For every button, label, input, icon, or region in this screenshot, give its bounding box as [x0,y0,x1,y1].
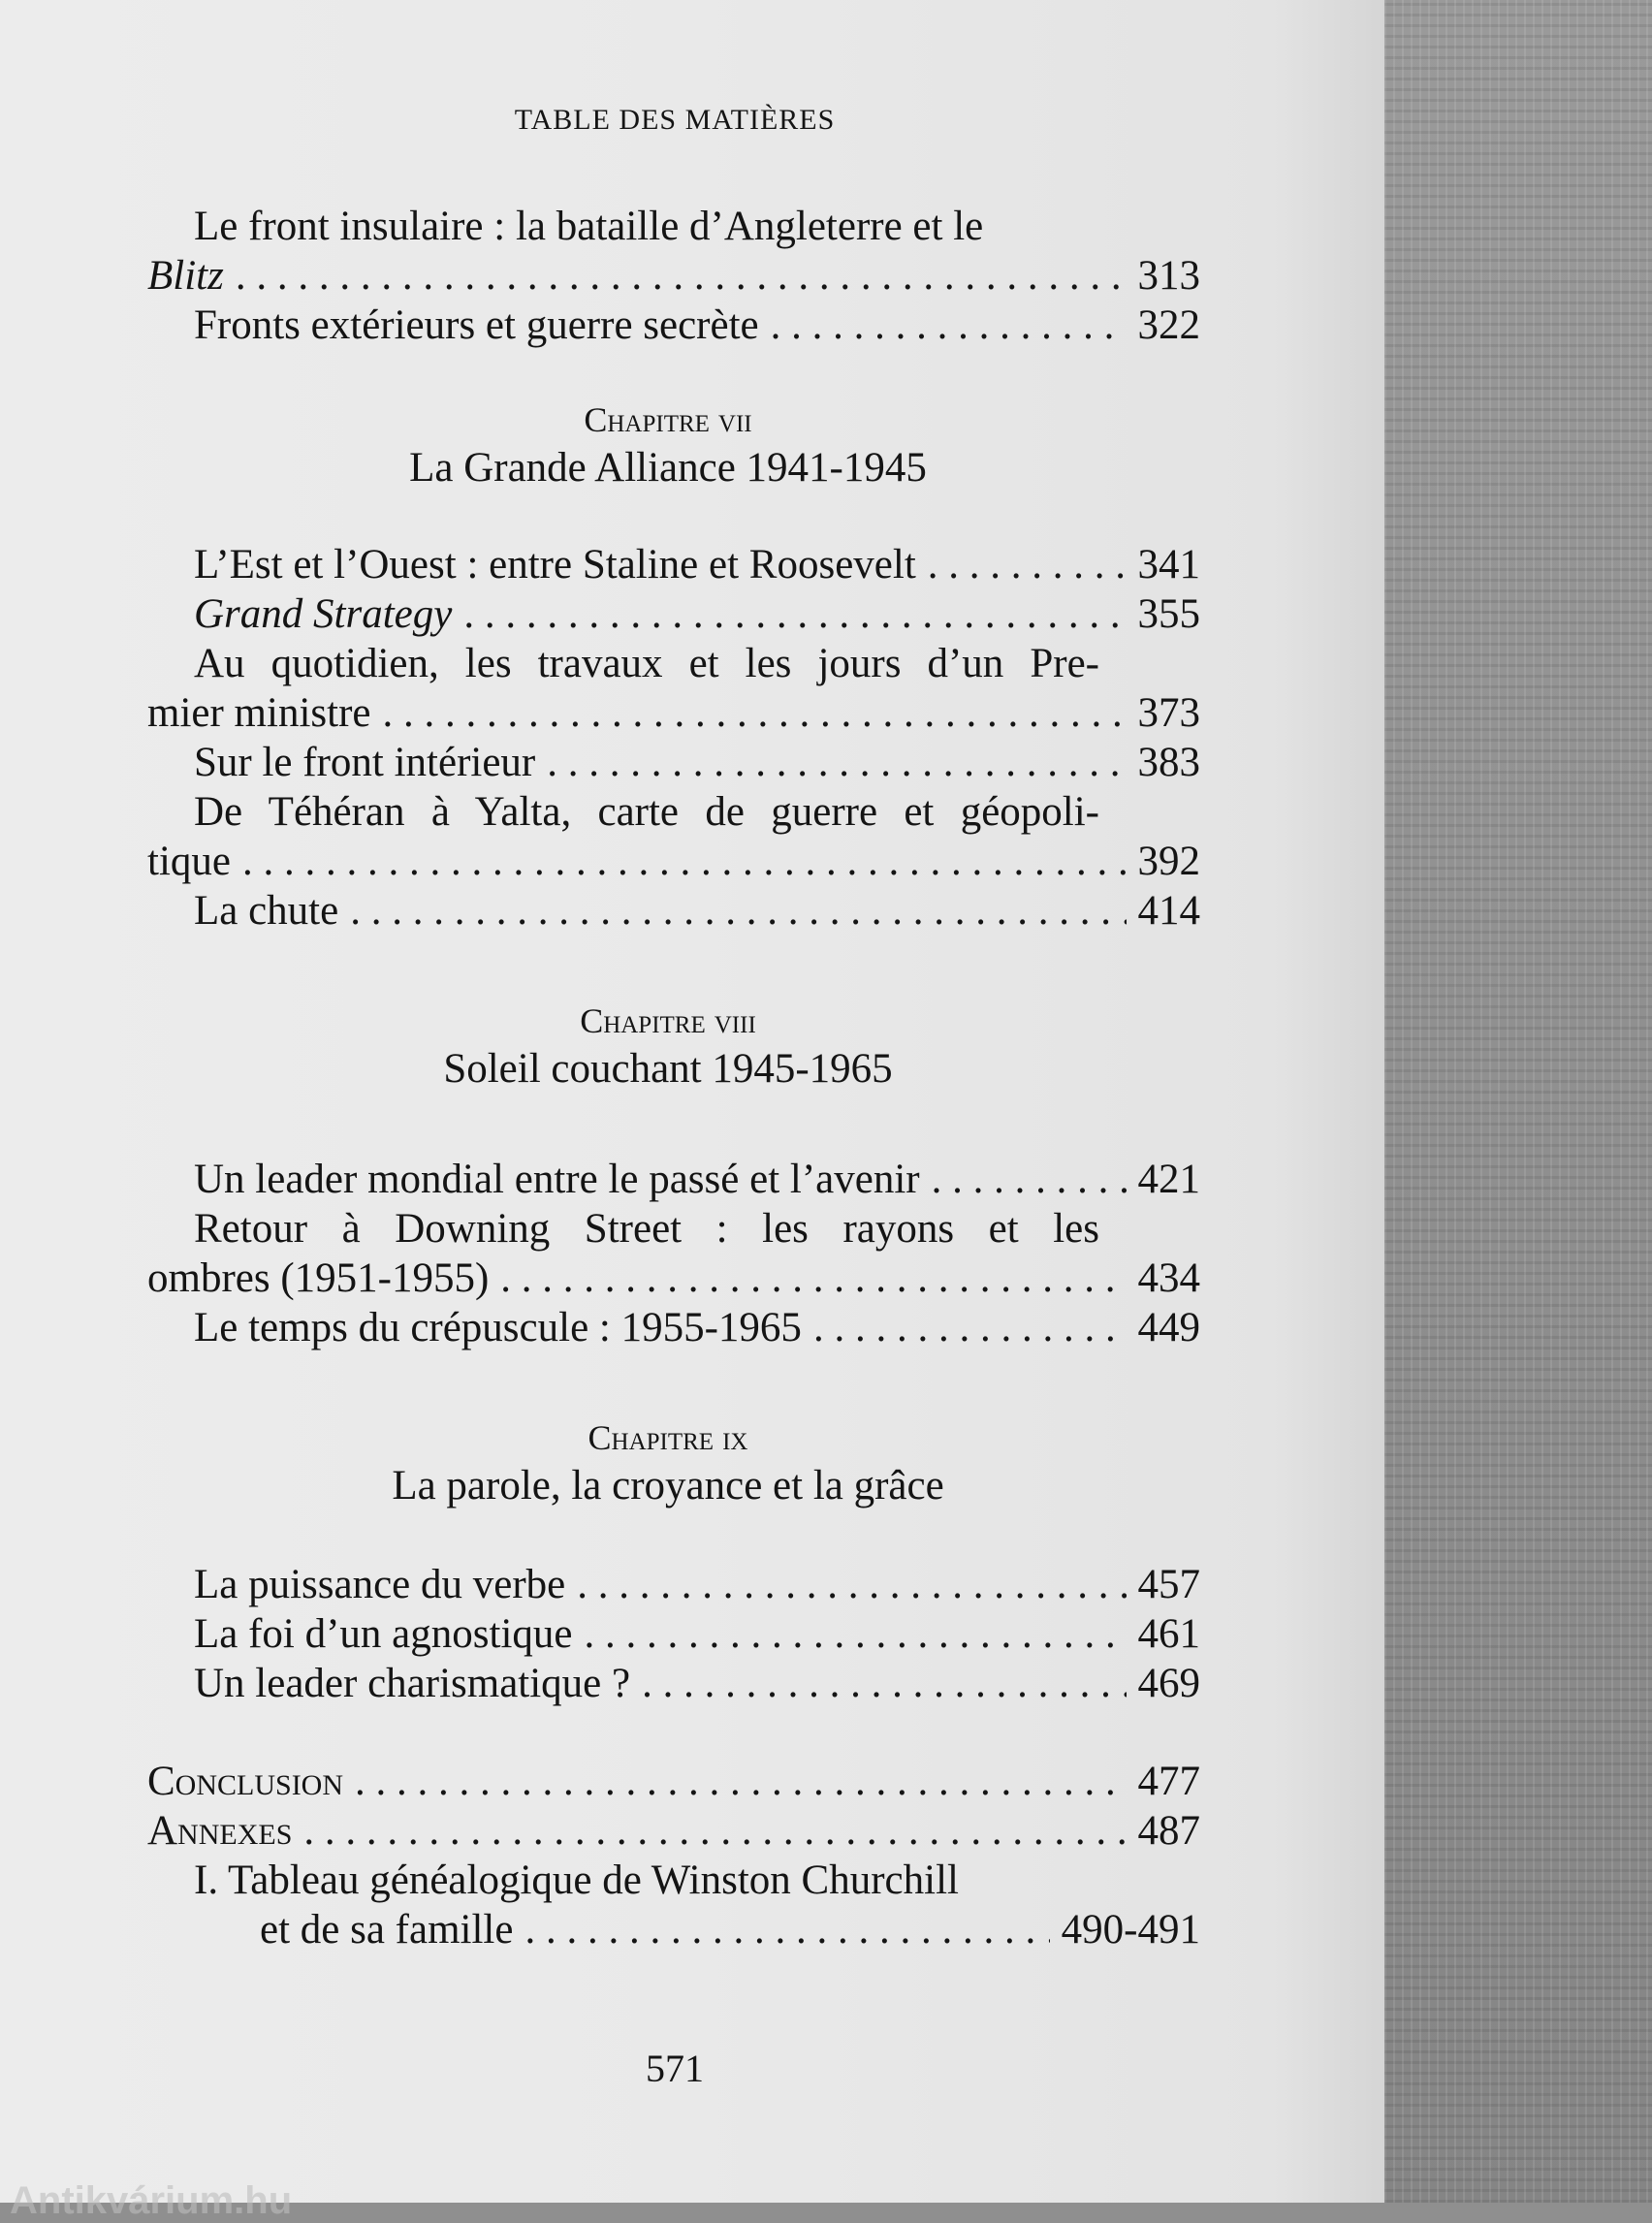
toc-page-number: 373 [1137,690,1200,736]
chapter-heading [136,397,1200,493]
toc-entry [147,1560,1200,1609]
toc-entry [147,1303,1200,1352]
toc-page-number: 414 [1137,888,1200,934]
chapter-heading [136,1414,1200,1511]
toc-entry-title: Annexes [147,1808,293,1854]
toc-entry-title: L’Est et l’Ouest : entre Staline et Roosevelt [194,542,916,588]
leader-dots [355,1757,1126,1806]
leader-dots [382,688,1126,738]
toc-page-number: 449 [1137,1305,1200,1350]
toc-page-number: 461 [1137,1611,1200,1657]
toc-page-number: 322 [1137,302,1200,348]
leader-dots [500,1254,1126,1303]
toc-page-number: 421 [1137,1157,1200,1202]
toc-entry-row [147,1905,1200,1954]
toc-entry-title: Grand Strategy [194,591,453,637]
toc-page-number: 487 [1137,1808,1200,1854]
toc-entry-row [147,837,1200,886]
chapter-label: Chapitre ix [588,1418,748,1457]
watermark: Antikvárium.hu [10,2179,293,2222]
toc-entry [147,1856,1200,1954]
toc-entry-title-line: De Téhéran à Yalta, carte de guerre et géopoli- [194,789,1099,835]
toc-page-number: 383 [1137,740,1200,785]
leader-dots [242,837,1127,886]
toc-entry [147,886,1200,936]
toc-entry-title: La puissance du verbe [194,1562,566,1607]
toc-entry [147,787,1200,886]
leader-dots [771,301,1127,350]
toc-entry-title-line: Retour à Downing Street : les rayons et les [194,1206,1099,1252]
toc-entry-title: Le temps du crépuscule : 1955-1965 [194,1305,802,1350]
toc-entry-title: Sur le front intérieur [194,740,536,785]
toc-entry-title: Blitz [147,253,224,299]
leader-dots [928,540,1127,589]
leader-dots [547,738,1126,787]
toc-entry-title: La chute [194,888,339,934]
toc-page-number: 469 [1137,1661,1200,1706]
book-cover [1384,0,1652,2203]
toc-entry-title: Un leader mondial entre le passé et l’avenir [194,1157,920,1202]
leader-dots [524,1905,1049,1954]
toc-entry-title: Conclusion [147,1759,344,1804]
toc-entry [147,1659,1200,1708]
leader-dots [642,1659,1126,1708]
leader-dots [577,1560,1126,1609]
toc-page-number: 490-491 [1061,1907,1200,1953]
toc-entry-title-line: Le front insulaire : la bataille d’Angleterre et le [194,204,984,249]
toc-page-number: 477 [1137,1759,1200,1804]
toc-page-number: 341 [1137,542,1200,588]
chapter-label: Chapitre viii [580,1001,756,1040]
toc-entry-title: ombres (1951-1955) [147,1255,490,1301]
leader-dots [585,1609,1127,1659]
toc-entry [147,589,1200,639]
toc-entry [147,639,1200,738]
toc-entry-title: mier ministre [147,690,371,736]
toc-entry-row [147,251,1200,301]
leader-dots [303,1806,1126,1856]
toc-entry-title: Un leader charismatique ? [194,1661,631,1706]
running-header: TABLE DES MATIÈRES [514,104,836,136]
toc-page-number: 392 [1137,839,1200,884]
chapter-title: La parole, la croyance et la grâce [392,1463,944,1508]
toc-page-number: 355 [1137,591,1200,637]
toc-entry [147,1155,1200,1204]
toc-entry-row [147,688,1200,738]
chapter-heading [136,998,1200,1095]
toc-entry-row [147,1254,1200,1303]
toc-entry [147,1806,1200,1856]
toc-entry-title-line: I. Tableau généalogique de Winston Churchill [194,1858,959,1903]
leader-dots [932,1155,1127,1204]
leader-dots [463,589,1126,639]
chapter-title: Soleil couchant 1945-1965 [443,1046,893,1092]
toc-entry-title: tique [147,839,231,884]
toc-entry [147,1204,1200,1303]
leader-dots [813,1303,1127,1352]
toc-entry-title: Fronts extérieurs et guerre secrète [194,302,759,348]
toc-entry [147,202,1200,301]
toc-entry-title: et de sa famille [260,1907,514,1953]
leader-dots [236,251,1127,301]
toc-entry [147,301,1200,350]
toc-entry [147,1757,1200,1806]
leader-dots [350,886,1126,936]
table-of-contents [147,202,1200,1954]
page-number: 571 [646,2047,704,2090]
toc-entry [147,1609,1200,1659]
toc-entry [147,540,1200,589]
toc-page-number: 434 [1137,1255,1200,1301]
toc-entry [147,738,1200,787]
toc-entry-title-line: Au quotidien, les travaux et les jours d’un Pre- [194,641,1099,686]
toc-page-number: 457 [1137,1562,1200,1607]
chapter-title: La Grande Alliance 1941-1945 [409,445,927,491]
toc-page-number: 313 [1137,253,1200,299]
chapter-label: Chapitre vii [584,400,752,439]
toc-entry-title: La foi d’un agnostique [194,1611,573,1657]
